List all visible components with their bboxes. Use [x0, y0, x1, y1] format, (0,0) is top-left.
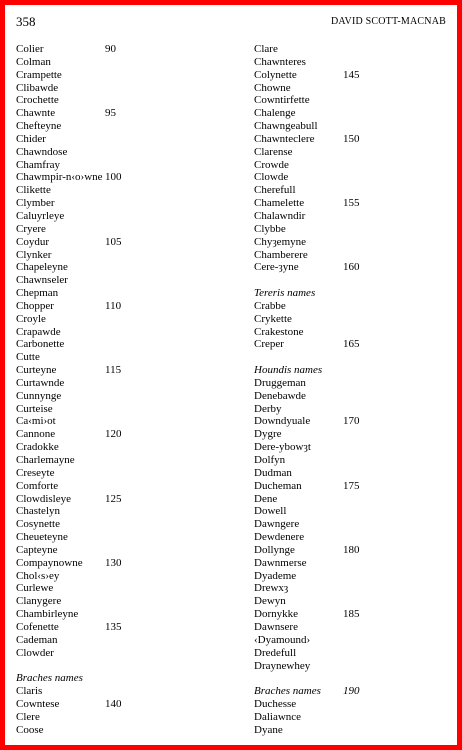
name-entry [16, 82, 236, 95]
name-entry [16, 351, 236, 364]
entry-text: Colman [16, 55, 51, 68]
line-number: 150 [343, 132, 360, 145]
name-entry [16, 441, 236, 454]
entry-text: Chawnteclere [254, 132, 315, 145]
name-entry [16, 428, 236, 441]
name-entry [254, 69, 454, 82]
line-number: 135 [105, 620, 122, 633]
entry-text: Chastelyn [16, 505, 60, 518]
name-entry [16, 582, 236, 595]
entry-text: Dawnmerse [254, 556, 307, 569]
entry-text: Curteise [16, 402, 53, 415]
entry-text: Derby [254, 402, 282, 415]
name-entry [254, 159, 454, 172]
entry-text: Crochette [16, 94, 59, 107]
name-entry [254, 634, 454, 647]
name-entry [16, 43, 236, 56]
entry-text: Coose [16, 723, 44, 736]
name-entry [16, 390, 236, 403]
name-entry [254, 480, 454, 493]
entry-text: Dolfyn [254, 454, 286, 466]
entry-text: Cofenette [16, 620, 59, 633]
name-entry [254, 94, 454, 107]
entry-text: Chawndose [16, 145, 68, 158]
name-entry [254, 570, 454, 583]
name-entry [16, 544, 236, 557]
entry-text: Chamelette [254, 197, 305, 210]
line-number: 180 [343, 543, 360, 556]
name-entry [16, 724, 236, 737]
name-entry [254, 531, 454, 544]
name-entry [254, 724, 454, 737]
name-entry [16, 480, 236, 493]
name-entry [16, 634, 236, 647]
entry-text: Tereris names [254, 287, 316, 300]
name-entry [16, 120, 236, 133]
blank-line [16, 660, 236, 673]
entry-text: Dere-ybowȝt [254, 441, 311, 454]
entry-text: Dollynge [254, 543, 295, 556]
entry-text: Clybbe [254, 222, 286, 235]
name-entry [16, 223, 236, 236]
line-number: 170 [343, 415, 360, 428]
line-number: 90 [105, 43, 116, 55]
entry-text: Croyle [16, 312, 46, 325]
name-entry [16, 570, 236, 583]
entry-text: Clowdisleye [16, 492, 71, 505]
name-entry [254, 505, 454, 518]
entry-text: Clarense [254, 145, 293, 158]
name-entry [16, 403, 236, 416]
entry-text: Chepman [16, 287, 59, 300]
name-entry [254, 261, 454, 274]
name-entry [254, 660, 454, 673]
entry-text: Crabbe [254, 299, 286, 312]
line-number: 95 [105, 107, 116, 120]
name-entry [16, 171, 236, 184]
entry-text: Colier [16, 43, 44, 55]
blank-line [254, 274, 454, 287]
line-number: 165 [343, 338, 360, 351]
entry-text: Ducheman [254, 479, 302, 492]
name-entry [254, 223, 454, 236]
name-entry [16, 518, 236, 531]
entry-text: Clowde [254, 171, 289, 184]
entry-text: Crakestone [254, 325, 304, 338]
entry-text: ‹Dyamound› [254, 633, 311, 646]
line-number: 115 [105, 364, 122, 377]
line-number: 130 [105, 556, 122, 569]
entry-text: Colynette [254, 68, 297, 81]
entry-text: Chawnteres [254, 55, 306, 68]
entry-text: Drewxȝ [254, 582, 289, 595]
left-column [16, 43, 236, 737]
entry-text: Curteyne [16, 364, 57, 377]
section-heading [254, 685, 454, 698]
entry-text: Duchesse [254, 698, 297, 711]
entry-text: Dygre [254, 428, 282, 441]
entry-text: Caluyrleye [16, 209, 65, 222]
entry-text: Cowntese [16, 698, 60, 711]
name-entry [16, 326, 236, 339]
name-entry [254, 608, 454, 621]
entry-text: Dornykke [254, 608, 298, 621]
name-entry [254, 300, 454, 313]
name-entry [254, 415, 454, 428]
name-entry [254, 377, 454, 390]
name-entry [16, 454, 236, 467]
name-entry [254, 595, 454, 608]
entry-text: Chawnte [16, 107, 56, 120]
name-entry [254, 403, 454, 416]
entry-text: Dowell [254, 505, 287, 518]
line-number: 155 [343, 197, 360, 210]
entry-text: Cannone [16, 428, 56, 441]
name-entry [16, 107, 236, 120]
name-entry [254, 249, 454, 262]
entry-text: Charlemayne [16, 454, 75, 466]
name-entry [16, 274, 236, 287]
entry-text: Clare [254, 43, 278, 55]
entry-text: Chawngeabull [254, 120, 318, 133]
name-entry [254, 146, 454, 159]
entry-text: Cheueteyne [16, 531, 68, 544]
entry-text: Chawmpir-n‹o›wne [16, 171, 103, 184]
name-entry [254, 43, 454, 56]
entry-text: Druggeman [254, 376, 306, 389]
name-entry [254, 184, 454, 197]
name-entry [16, 210, 236, 223]
entry-text: Chawnseler [16, 274, 68, 287]
name-entry [254, 428, 454, 441]
name-entry [254, 82, 454, 95]
entry-text: Chider [16, 132, 46, 145]
name-entry [16, 133, 236, 146]
section-heading [16, 672, 236, 685]
name-entry [16, 159, 236, 172]
name-entry [16, 493, 236, 506]
name-entry [16, 608, 236, 621]
blank-line [254, 351, 454, 364]
name-entry [16, 300, 236, 313]
entry-text: Curtawnde [16, 376, 65, 389]
name-entry [16, 94, 236, 107]
name-entry [254, 544, 454, 557]
name-entry [16, 505, 236, 518]
entry-text: Crowde [254, 158, 289, 171]
name-entry [16, 685, 236, 698]
name-entry [254, 133, 454, 146]
name-entry [16, 711, 236, 724]
name-entry [254, 56, 454, 69]
entry-text: Clere [16, 710, 40, 723]
line-number: 190 [343, 685, 360, 698]
name-entry [16, 377, 236, 390]
entry-text: Dewyn [254, 595, 286, 608]
name-entry [254, 698, 454, 711]
name-entry [254, 197, 454, 210]
right-column [254, 43, 454, 737]
name-entry [254, 326, 454, 339]
name-entry [254, 557, 454, 570]
entry-text: Dyademe [254, 569, 297, 582]
entry-text: Cere-ȝyne [254, 261, 299, 274]
entry-text: Clynker [16, 248, 52, 261]
name-entry [16, 647, 236, 660]
name-entry [16, 531, 236, 544]
name-entry [16, 197, 236, 210]
name-entry [254, 120, 454, 133]
entry-text: Houndis names [254, 364, 323, 377]
entry-text: Dene [254, 492, 278, 505]
name-entry [254, 621, 454, 634]
name-entry [16, 249, 236, 262]
entry-text: Cosynette [16, 518, 60, 531]
name-entry [254, 236, 454, 249]
name-entry [16, 287, 236, 300]
name-entry [16, 698, 236, 711]
entry-text: Chopper [16, 299, 54, 312]
name-entry [254, 518, 454, 531]
entry-text: Coydur [16, 235, 49, 248]
entry-text: Dawngere [254, 518, 300, 531]
entry-text: Clibawde [16, 81, 59, 94]
entry-text: Ca‹mi›ot [16, 415, 56, 428]
entry-text: Cutte [16, 351, 40, 364]
entry-text: Draynewhey [254, 659, 311, 672]
entry-text: Crapawde [16, 325, 61, 338]
line-number: 185 [343, 608, 360, 621]
entry-text: Crykette [254, 312, 292, 325]
name-entry [16, 595, 236, 608]
entry-text: Clanygere [16, 595, 62, 608]
entry-text: Dredefull [254, 646, 297, 659]
entry-text: Downdyuale [254, 415, 311, 428]
entry-text: Chamfray [16, 158, 60, 171]
name-entry [16, 313, 236, 326]
entry-text: Chambirleyne [16, 608, 79, 621]
name-entry [16, 621, 236, 634]
entry-text: Comforte [16, 479, 59, 492]
name-entry [254, 107, 454, 120]
name-entry [16, 261, 236, 274]
entry-text: Chalawndir [254, 209, 306, 222]
name-entry [254, 467, 454, 480]
name-entry [16, 467, 236, 480]
blank-line [254, 672, 454, 685]
name-entry [16, 146, 236, 159]
line-number: 140 [105, 698, 122, 711]
page-number: 358 [16, 14, 36, 29]
entry-text: Carbonette [16, 338, 65, 351]
entry-text: Dewdenere [254, 531, 305, 544]
entry-text: Chamberere [254, 248, 308, 261]
entry-text: Claris [16, 685, 43, 698]
name-entry [16, 56, 236, 69]
name-entry [254, 647, 454, 660]
entry-text: Creper [254, 338, 284, 351]
entry-text: Daliawnce [254, 710, 302, 723]
entry-text: Denebawde [254, 389, 306, 402]
entry-text: Chol‹s›ey [16, 569, 60, 582]
entry-text: Clymber [16, 197, 55, 210]
running-head: DAVID SCOTT-MACNAB [330, 16, 446, 27]
line-number: 110 [105, 299, 122, 312]
entry-text: Chalenge [254, 107, 296, 120]
entry-text: Cradokke [16, 441, 59, 454]
name-entry [16, 184, 236, 197]
entry-text: Capteyne [16, 543, 58, 556]
name-entry [254, 210, 454, 223]
name-entry [16, 557, 236, 570]
name-entry [254, 711, 454, 724]
entry-text: Curlewe [16, 582, 54, 595]
entry-text: Dudman [254, 466, 292, 479]
line-number: 145 [343, 68, 360, 81]
name-entry [254, 171, 454, 184]
entry-text: Dyane [254, 723, 283, 736]
entry-text: Clowder [16, 646, 54, 659]
entry-text: Crampette [16, 68, 62, 81]
line-number: 100 [105, 171, 122, 184]
section-heading [254, 287, 454, 300]
entry-text: Braches names [254, 685, 321, 698]
name-entry [16, 69, 236, 82]
entry-text: Cademan [16, 633, 58, 646]
line-number: 120 [105, 428, 122, 441]
entry-text: Clikette [16, 184, 51, 197]
name-entry [254, 338, 454, 351]
name-entry [254, 493, 454, 506]
line-number: 105 [105, 235, 122, 248]
entry-text: Cryere [16, 222, 46, 235]
name-entry [254, 313, 454, 326]
entry-text: Chefteyne [16, 120, 62, 133]
entry-text: Compaynowne [16, 556, 83, 569]
name-entry [16, 415, 236, 428]
line-number: 175 [343, 479, 360, 492]
line-number: 125 [105, 492, 122, 505]
entry-text: Cowntirfette [254, 94, 310, 107]
entry-text: Cherefull [254, 184, 296, 197]
name-entry [254, 454, 454, 467]
entry-text: Chapeleyne [16, 261, 68, 274]
entry-text: Braches names [16, 672, 83, 685]
section-heading [254, 364, 454, 377]
name-entry [16, 236, 236, 249]
line-number: 160 [343, 261, 360, 274]
name-entry [254, 390, 454, 403]
entry-text: Chowne [254, 81, 291, 94]
entry-text: Dawnsere [254, 620, 298, 633]
name-entry [16, 338, 236, 351]
name-entry [254, 441, 454, 454]
entry-text: Cunnynge [16, 389, 62, 402]
entry-text: Chyȝemyne [254, 235, 307, 248]
entry-text: Creseyte [16, 466, 55, 479]
name-entry [16, 364, 236, 377]
name-entry [254, 582, 454, 595]
